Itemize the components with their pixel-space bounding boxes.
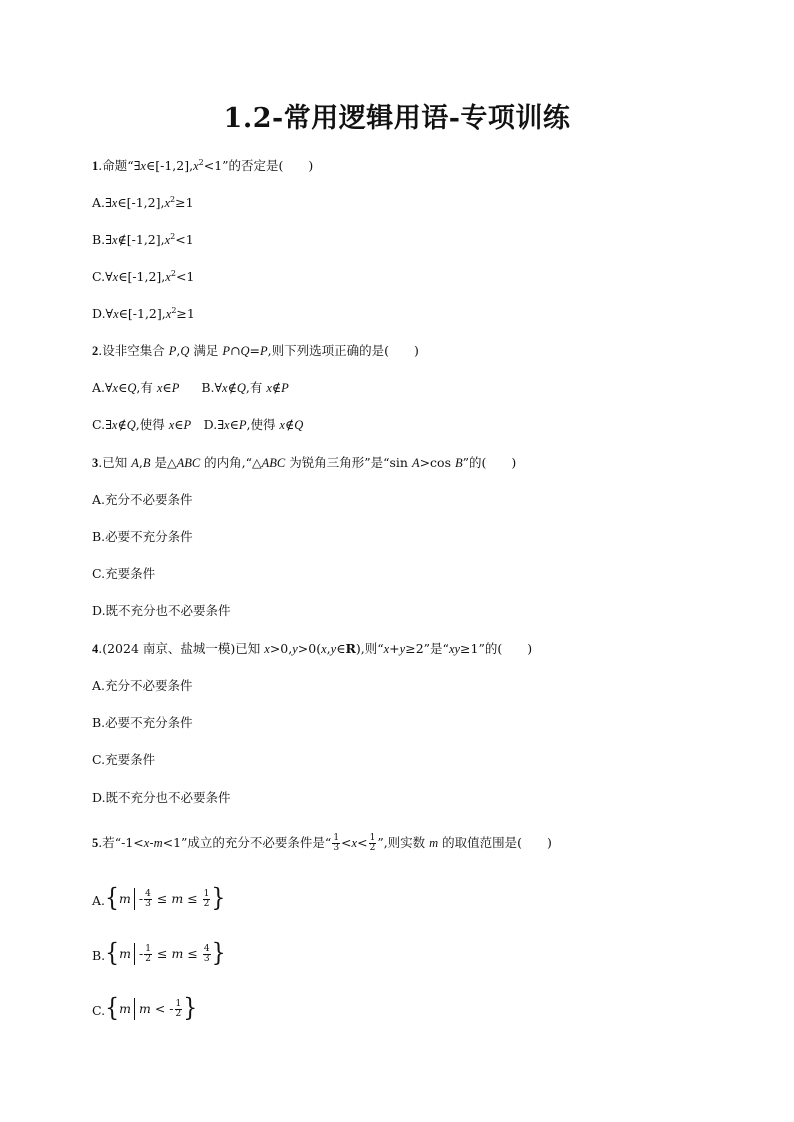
question-number: 2 (92, 344, 99, 358)
q1-option-d: $D.\forall x\in[-1,2],x^2\ge 1$ (92, 305, 195, 321)
q1-option-b: $B.\exists x\notin[-1,2],x^2<1$ (92, 231, 194, 247)
q3-option-d: D.既不充分也不必要条件 (92, 603, 231, 618)
q4-option-b: B.必要不充分条件 (92, 715, 193, 730)
question-3: 3.已知 A,B 是△ABC 的内角,“△ABC 为锐角三角形”是“sin A>cos B”的( ) (92, 455, 517, 470)
question-number: 5 (92, 836, 99, 850)
question-number: 4 (92, 642, 99, 656)
q3-option-c: C.充要条件 (92, 566, 156, 581)
q3-option-a: A.充分不必要条件 (92, 492, 193, 507)
page-title: 1.2-常用逻辑用语-专项训练 (223, 103, 571, 134)
q2-option-ab: A.∀x∈Q,有 x∈P B.∀x∉Q,有 x∉P (92, 380, 289, 395)
q1-option-c: $C.\forall x\in[-1,2],x^2<1$ (92, 268, 195, 284)
question-number: 1 (92, 159, 99, 173)
question-4: 4.(2024 南京、盐城一模)已知 x>0,y>0(x,y∈R),则“x+y≥2”是“xy≥1”的( ) (92, 641, 533, 656)
question-number: 3 (92, 456, 99, 470)
q5-option-c: C. { m m < - $\frac{1}{2}$ } (92, 994, 198, 1023)
q5-option-b: B. { m - $\frac{1}{2}$ ≤ m ≤ $\frac{4}{3}$ } (92, 939, 226, 968)
q3-option-b: B.必要不充分条件 (92, 529, 193, 544)
q5-option-a: A. { m - $\frac{4}{3}$ ≤ m ≤ $\frac{1}{2}$ } (92, 884, 226, 913)
question-1: 1.命题“$\exists x\in[-1,2],x^2<1$”的否定是( ) (92, 157, 314, 173)
q4-option-d: D.既不充分也不必要条件 (92, 790, 231, 805)
q4-option-c: C.充要条件 (92, 752, 156, 767)
q4-option-a: A.充分不必要条件 (92, 678, 193, 693)
q1-option-a: $A.\exists x\in[-1,2],x^2\ge 1$ (92, 194, 194, 210)
q2-option-cd: C.∃x∉Q,使得 x∈P D.∃x∈P,使得 x∉Q (92, 417, 304, 432)
question-5: 5.若“-1<x-m<1”成立的充分不必要条件是“ $\frac{1}{3}$ <x< $\frac{1}{2}$ ”,则实数 m 的取值范围是( ) (92, 833, 552, 853)
question-2: 2.设非空集合 P,Q 满足 P∩Q=P,则下列选项正确的是( ) (92, 343, 419, 358)
